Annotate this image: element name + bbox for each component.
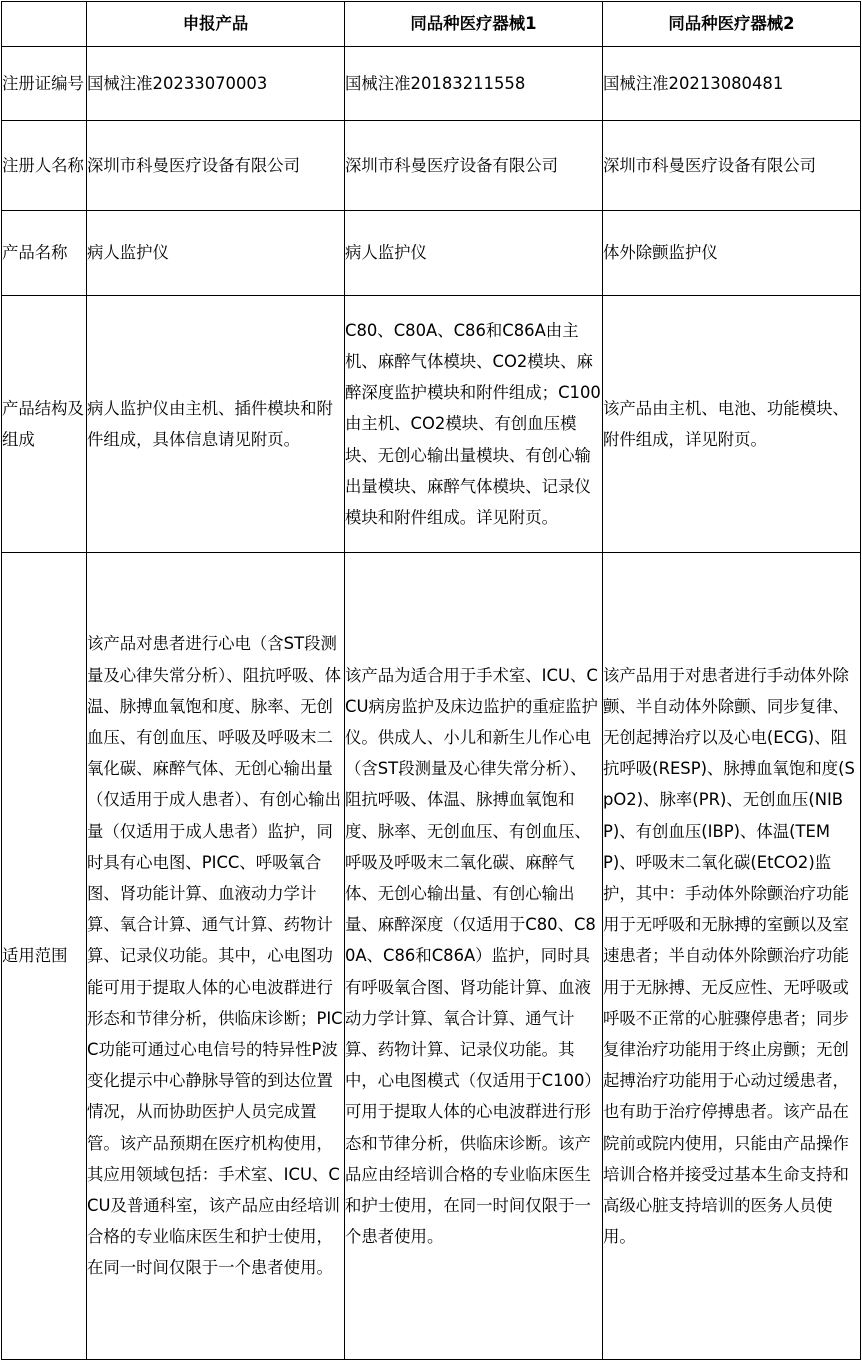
table-cell: 深圳市科曼医疗设备有限公司 <box>87 121 345 211</box>
table-cell: 该产品用于对患者进行手动体外除颤、半自动体外除颤、同步复律、无创起搏治疗以及心电(ECG)、阻抗呼吸(RESP)、脉搏血氧饱和度(SpO2)、脉率(PR)、无创血压(NIBP)、有创血压(IBP)、体温(TEMP)、呼吸末二氧化碳(EtCO2)监护，其中：手动体外除颤治疗功能用于无呼吸和无脉搏的室颤以及室速患者；半自动体外除颤治疗功能用于无脉搏、无反应性、无呼吸或呼吸不正常的心脏骤停患者；同步复律治疗功能用于终止房颤；无创起搏治疗功能用于心动过缓患者，也有助于治疗停搏患者。该产品在院前或院内使用，只能由产品操作培训合格并接受过基本生命支持和高级心脏支持培训的医务人员使用。 <box>603 553 861 1360</box>
row-label: 产品结构及组成 <box>2 296 87 553</box>
table-cell: 该产品对患者进行心电（含ST段测量及心律失常分析）、阻抗呼吸、体温、脉搏血氧饱和度、脉率、无创血压、有创血压、呼吸及呼吸末二氧化碳、麻醉气体、无创心输出量（仅适用于成人患者）、有创心输出量（仅适用于成人患者）监护，同时具有心电图、PICC、呼吸氧合图、肾功能计算、血液动力学计算、氧合计算、通气计算、药物计算、记录仪功能。其中，心电图功能可用于提取人体的心电波群进行形态和节律分析，供临床诊断；PICC功能可通过心电信号的特异性P波变化提示中心静脉导管的到达位置情况，从而协助医护人员完成置管。该产品预期在医疗机构使用，其应用领域包括：手术室、ICU、CCU及普通科室，该产品应由经培训合格的专业临床医生和护士使用，在同一时间仅限于一个患者使用。 <box>87 553 345 1360</box>
table-row-product-name <box>2 211 861 296</box>
header-blank <box>2 2 87 47</box>
row-label: 产品名称 <box>2 211 87 296</box>
header-declared-product: 申报产品 <box>87 2 345 47</box>
table-row-intended-use <box>2 553 861 1360</box>
table-cell: 深圳市科曼医疗设备有限公司 <box>345 121 603 211</box>
header-row <box>2 2 861 47</box>
comparison-table <box>1 1 861 1360</box>
table-cell: 该产品为适合用于手术室、ICU、CCU病房监护及床边监护的重症监护仪。供成人、小儿和新生儿作心电（含ST段测量及心律失常分析）、阻抗呼吸、体温、脉搏血氧饱和度、脉率、无创血压、有创血压、呼吸及呼吸末二氧化碳、麻醉气体、无创心输出量、有创心输出量、麻醉深度（仅适用于C80、C80A、C86和C86A）监护，同时具有呼吸氧合图、肾功能计算、血液动力学计算、氧合计算、通气计算、药物计算、记录仪功能。其中，心电图模式（仅适用于C100）可用于提取人体的心电波群进行形态和节律分析，供临床诊断。该产品应由经培训合格的专业临床医生和护士使用，在同一时间仅限于一个患者使用。 <box>345 553 603 1360</box>
table-cell: 国械注准20233070003 <box>87 47 345 121</box>
table-cell: C80、C80A、C86和C86A由主机、麻醉气体模块、CO2模块、麻醉深度监护模块和附件组成；C100由主机、CO2模块、有创血压模块、无创心输出量模块、有创心输出量模块、麻醉气体模块、记录仪模块和附件组成。详见附页。 <box>345 296 603 553</box>
header-comparable-device-1: 同品种医疗器械1 <box>345 2 603 47</box>
table-cell: 病人监护仪 <box>87 211 345 296</box>
row-label: 适用范围 <box>2 553 87 1360</box>
table-cell: 病人监护仪 <box>345 211 603 296</box>
table-row-registrant-name <box>2 121 861 211</box>
header-comparable-device-2: 同品种医疗器械2 <box>603 2 861 47</box>
table-row-registration-number <box>2 47 861 121</box>
row-label: 注册证编号 <box>2 47 87 121</box>
table-cell: 国械注准20183211558 <box>345 47 603 121</box>
table-cell: 国械注准20213080481 <box>603 47 861 121</box>
row-label: 注册人名称 <box>2 121 87 211</box>
table-row-product-structure <box>2 296 861 553</box>
table-cell: 体外除颤监护仪 <box>603 211 861 296</box>
table-cell: 深圳市科曼医疗设备有限公司 <box>603 121 861 211</box>
table-cell: 病人监护仪由主机、插件模块和附件组成，具体信息请见附页。 <box>87 296 345 553</box>
table-cell: 该产品由主机、电池、功能模块、附件组成，详见附页。 <box>603 296 861 553</box>
